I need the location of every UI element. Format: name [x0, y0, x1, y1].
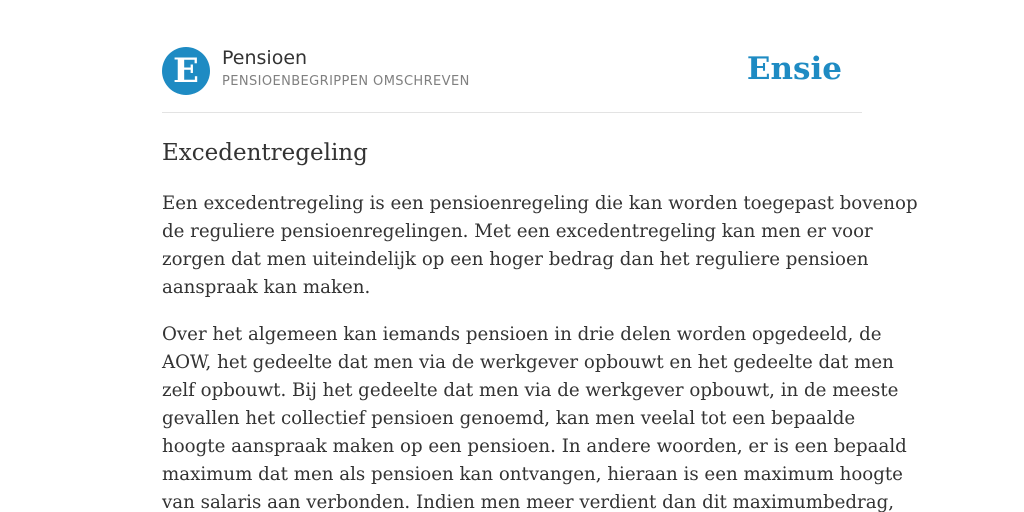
article-title: Excedentregeling — [162, 140, 368, 166]
ensie-logo-icon[interactable]: E — [162, 47, 210, 95]
article-paragraph-2 — [162, 321, 907, 512]
paragraph-line: Een excedentregeling is een pensioenregeling die kan worden toegepast bovenop — [162, 193, 918, 214]
paragraph-line: maximum dat men als pensioen kan ontvangen, hieraan is een maximum hoogte — [162, 464, 903, 485]
paragraph-line: van salaris aan verbonden. Indien men meer verdient dan dit maximumbedrag, — [162, 492, 895, 512]
brand-logo[interactable]: Ensie — [746, 51, 842, 87]
paragraph-line: aanspraak kan maken. — [162, 277, 371, 298]
paragraph-line: gevallen het collectief pensioen genoemd, kan men veelal tot een bepaalde — [162, 408, 856, 429]
content-container — [162, 0, 918, 512]
paragraph-line: de reguliere pensioenregelingen. Met een excedentregeling kan men er voor — [162, 221, 873, 242]
paragraph-line: Over het algemeen kan iemands pensioen in drie delen worden opgedeeld, de — [162, 324, 882, 345]
paragraph-line: AOW, het gedeelte dat men via de werkgever opbouwt en het gedeelte dat men — [162, 352, 894, 373]
site-subtitle: PENSIOENBEGRIPPEN OMSCHREVEN — [222, 74, 470, 89]
site-title[interactable]: Pensioen — [222, 47, 308, 69]
site-header — [162, 0, 862, 113]
paragraph-line: hoogte aanspraak maken op een pensioen. In andere woorden, er is een bepaald — [162, 436, 907, 457]
paragraph-line: zelf opbouwt. Bij het gedeelte dat men via de werkgever opbouwt, in de meeste — [162, 380, 899, 401]
paragraph-line: zorgen dat men uiteindelijk op een hoger bedrag dan het reguliere pensioen — [162, 249, 869, 270]
article-paragraph-1 — [162, 190, 918, 302]
